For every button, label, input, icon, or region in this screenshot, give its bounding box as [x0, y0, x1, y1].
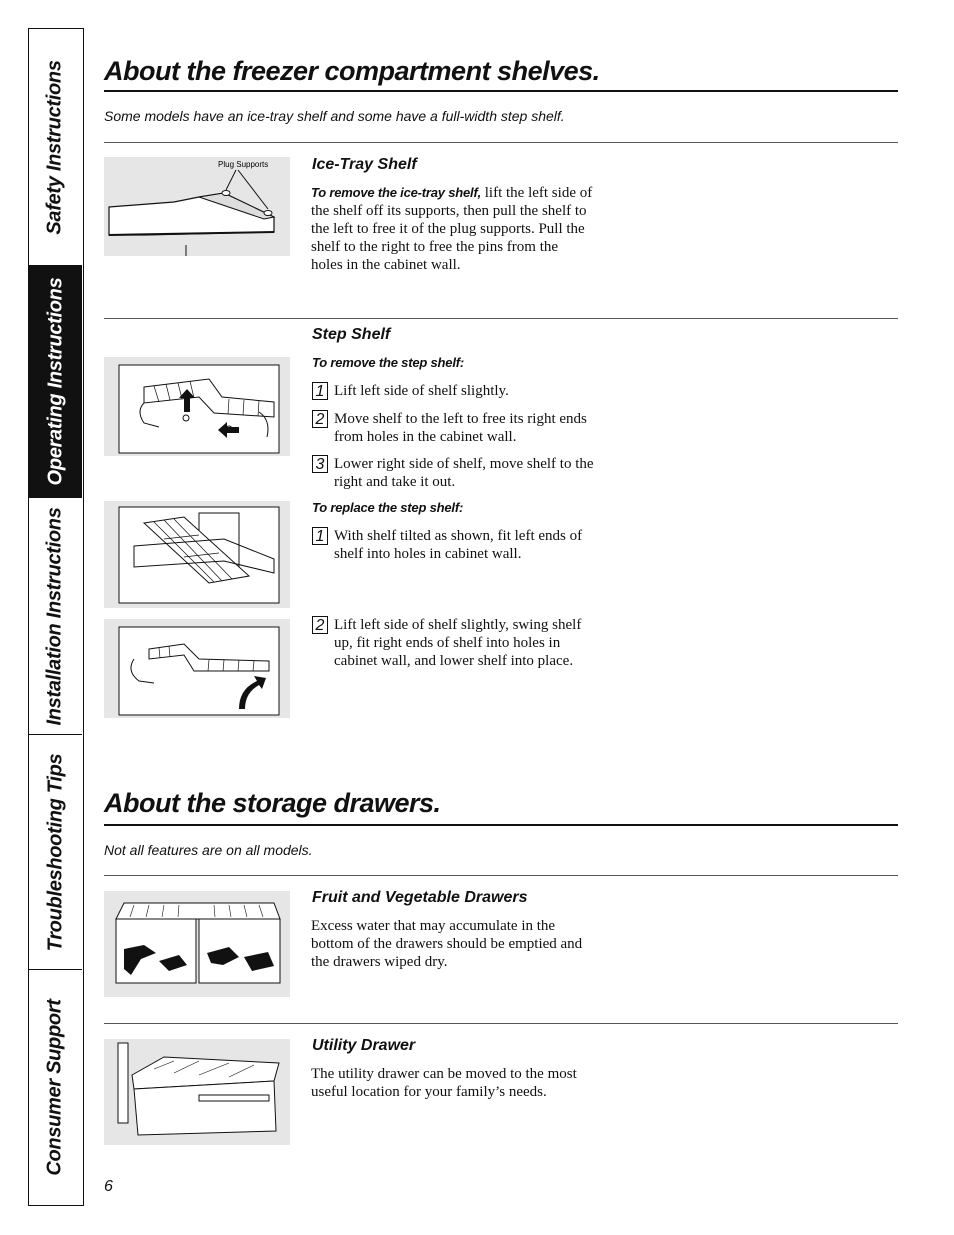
- page-number: 6: [104, 1178, 113, 1195]
- section-divider: [104, 875, 898, 876]
- section-divider: [104, 318, 898, 319]
- tab-operating-instructions[interactable]: [29, 266, 82, 498]
- freezer-section-title: About the freezer compartment shelves.: [104, 56, 600, 86]
- fruit-vegetable-drawers-heading: Fruit and Vegetable Drawers: [312, 889, 528, 906]
- fruit-vegetable-drawers-illustration: [104, 891, 290, 997]
- utility-drawer-text: The utility drawer can be moved to the most useful location for your family’s needs.: [311, 1066, 577, 1100]
- tab-label: Consumer Support: [44, 998, 67, 1176]
- ice-tray-shelf-illustration: [104, 157, 290, 256]
- step-text: With shelf tilted as shown, fit left ends of shelf into holes in cabinet wall.: [334, 528, 583, 562]
- ice-tray-instructions: lift the left side of the shelf off its supports, then pull the shelf to the left to free it of the plug supports. Pull the shelf to the right to free the pins from the holes in the cabinet wall.: [311, 185, 593, 273]
- freezer-intro: Some models have an ice-tray shelf and some have a full-width step shelf.: [104, 108, 565, 124]
- step-text: Move shelf to the left to free its right ends from holes in the cabinet wall.: [334, 411, 587, 445]
- step-text: Lift left side of shelf slightly, swing shelf up, fit right ends of shelf into holes in cabinet wall, and lower shelf into place.: [334, 617, 582, 669]
- step-shelf-replace-illustration-1: [104, 501, 290, 608]
- tab-troubleshooting-tips[interactable]: [29, 735, 82, 970]
- drawers-section-title: About the storage drawers.: [104, 788, 441, 818]
- step-number-badge: 1: [312, 527, 328, 545]
- step-text: Lift left side of shelf slightly.: [334, 383, 509, 399]
- section-divider: [104, 142, 898, 143]
- tab-label: Safety Instructions: [44, 59, 66, 235]
- remove-step-1: [312, 382, 602, 400]
- title-rule: [104, 824, 898, 826]
- step-number-badge: 2: [312, 616, 328, 634]
- drawers-intro: Not all features are on all models.: [104, 842, 313, 858]
- tab-safety-instructions[interactable]: [29, 29, 82, 266]
- ice-tray-shelf-text: [311, 184, 593, 274]
- remove-step-3: [312, 455, 602, 491]
- step-shelf-replace-illustration-2: [104, 619, 290, 718]
- tab-installation-instructions[interactable]: [29, 498, 82, 735]
- tab-label: Troubleshooting Tips: [44, 753, 67, 951]
- plug-supports-label: Plug Supports: [218, 160, 269, 169]
- section-tabs: [28, 28, 84, 1206]
- step-text: Lower right side of shelf, move shelf to the right and take it out.: [334, 456, 594, 490]
- section-divider: [104, 1023, 898, 1024]
- remove-step-2: [312, 410, 602, 446]
- title-rule: [104, 90, 898, 92]
- step-shelf-heading: Step Shelf: [312, 326, 391, 343]
- tab-label: Installation Instructions: [44, 506, 67, 726]
- step-number-badge: 2: [312, 410, 328, 428]
- step-number-badge: 1: [312, 382, 328, 400]
- replace-step-2: [312, 616, 602, 670]
- utility-drawer-illustration: [104, 1039, 290, 1145]
- ice-tray-lead: To remove the ice-tray shelf,: [311, 185, 481, 200]
- step-number-badge: 3: [312, 455, 328, 473]
- tab-label: Operating Instructions: [44, 277, 66, 486]
- replace-step-shelf-heading: To replace the step shelf:: [312, 500, 464, 515]
- replace-step-1: [312, 527, 602, 563]
- ice-tray-shelf-heading: Ice-Tray Shelf: [312, 156, 417, 173]
- utility-drawer-heading: Utility Drawer: [312, 1037, 416, 1054]
- fruit-vegetable-drawers-text: Excess water that may accumulate in the bottom of the drawers should be emptied and the drawers wiped dry.: [311, 918, 583, 970]
- step-shelf-remove-illustration: [104, 357, 290, 456]
- remove-step-shelf-heading: To remove the step shelf:: [312, 355, 464, 370]
- tab-consumer-support[interactable]: [29, 970, 82, 1204]
